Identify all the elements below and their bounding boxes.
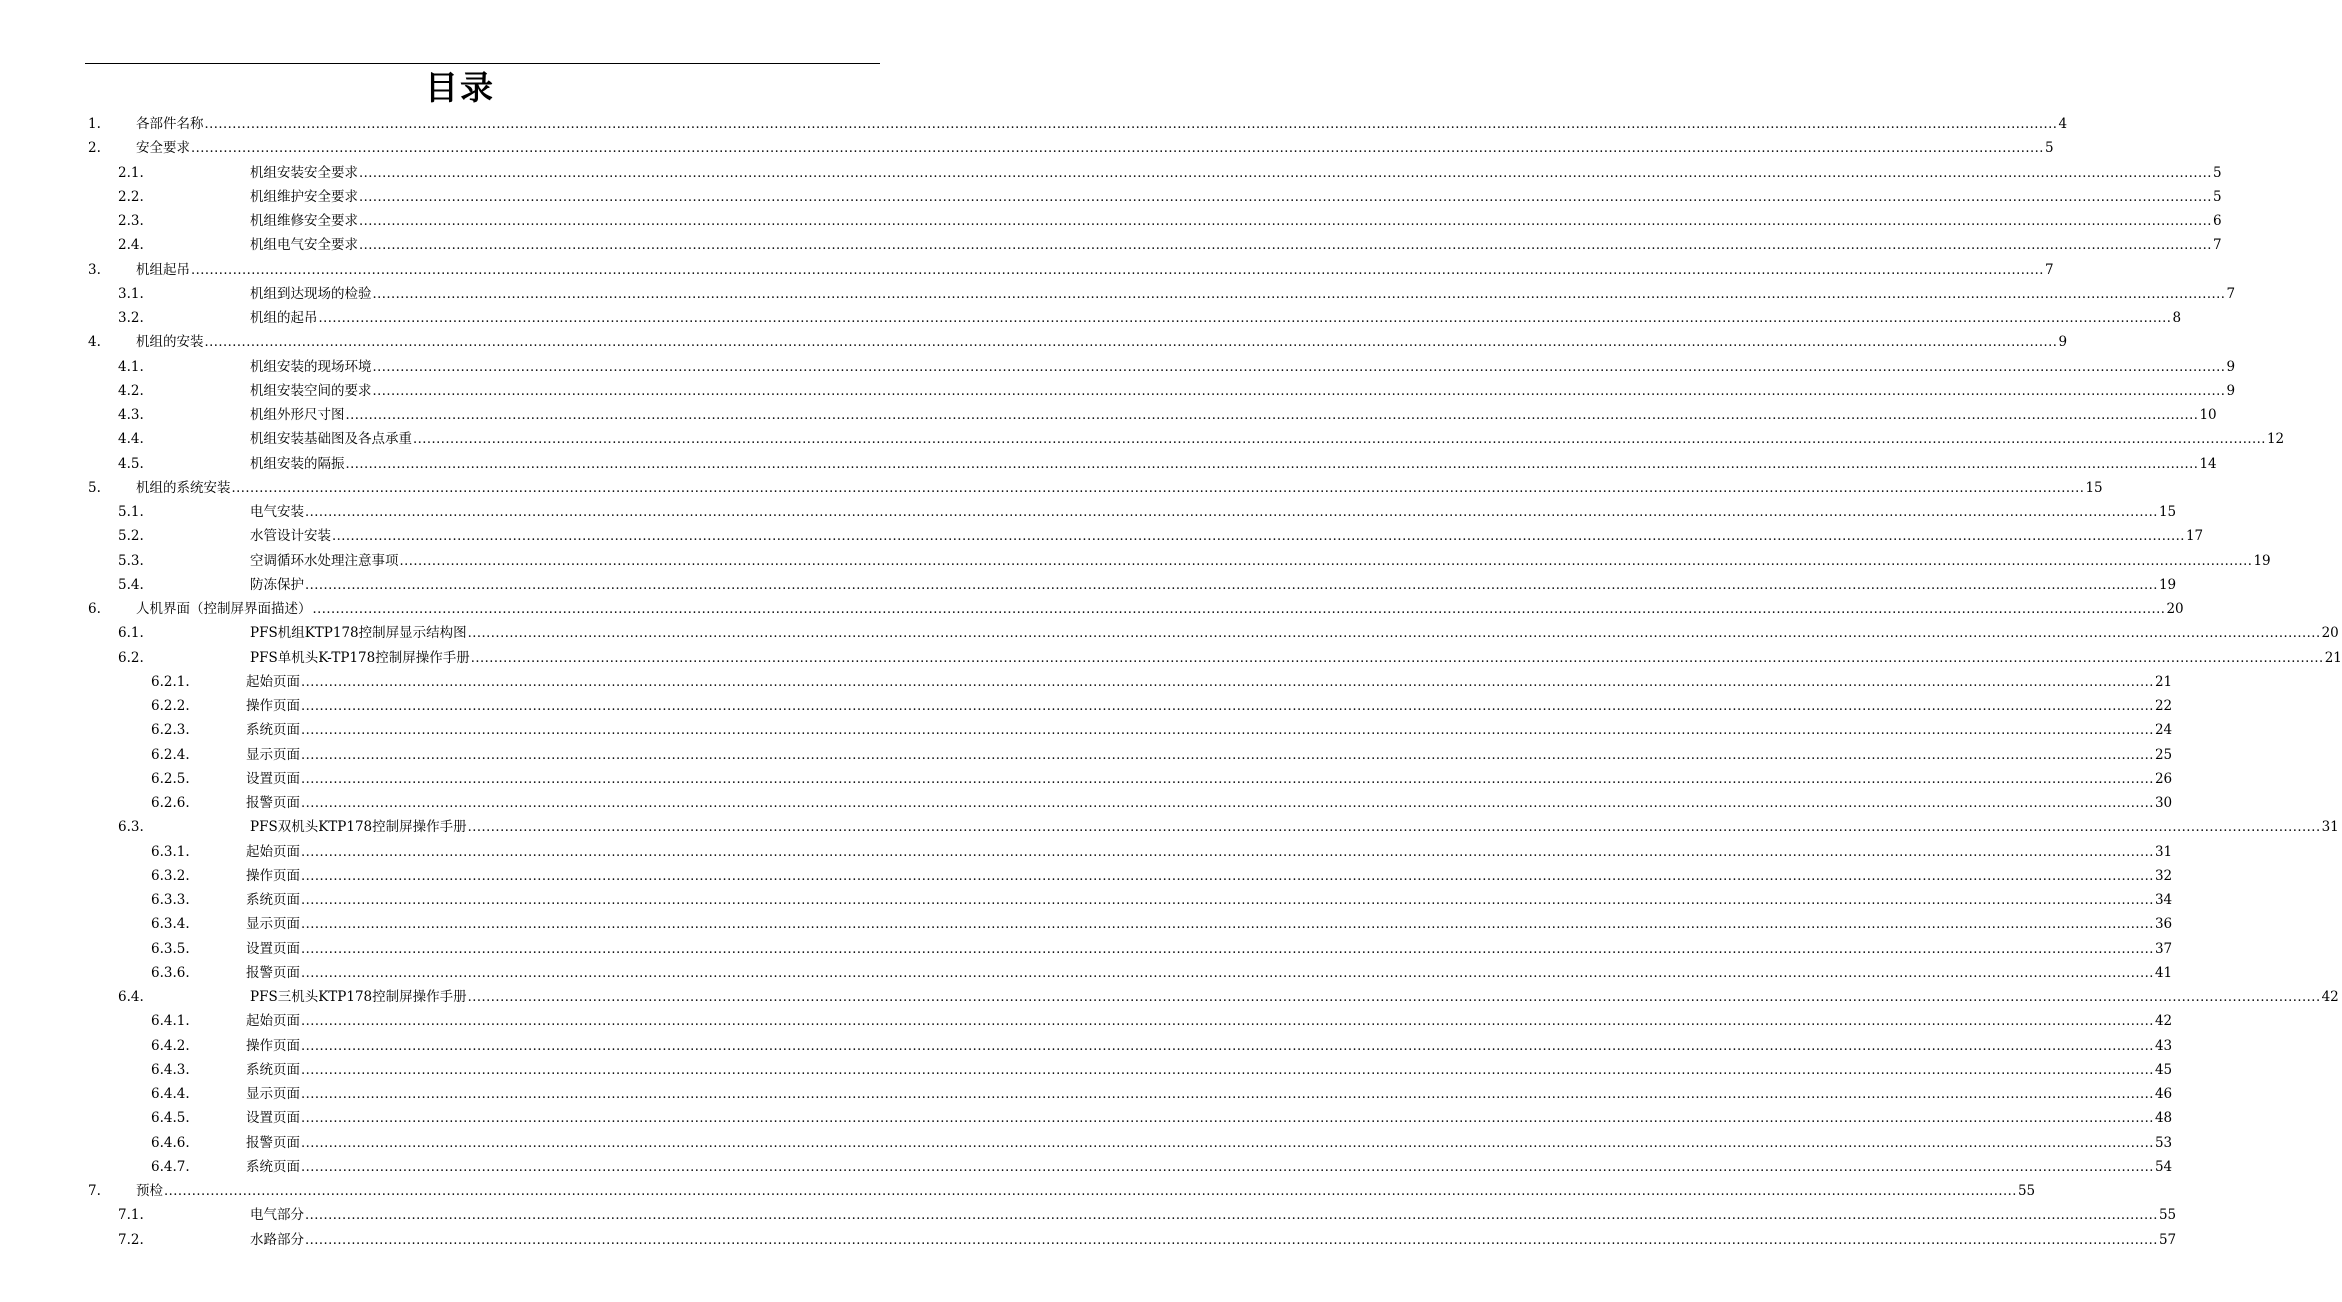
toc-entry-number: 4.2. xyxy=(118,382,144,399)
toc-entry-title: 机组安装空间的要求 xyxy=(250,382,372,399)
toc-entry-page: 25 xyxy=(2154,746,2173,763)
toc-entry-page: 53 xyxy=(2154,1134,2173,1151)
toc-entry-number: 6.3.6. xyxy=(151,964,190,981)
toc-entry[interactable] xyxy=(0,743,2173,767)
toc-entry-title: PFS单机头K-TP178控制屏操作手册 xyxy=(250,649,470,666)
dot-leader: ................................................................................................................................................................................................................................................................................................................................................................................................................ xyxy=(359,214,2212,229)
dot-leader: ................................................................................................................................................................................................................................................................................................................................................................................................................ xyxy=(231,480,2085,496)
dot-leader: ................................................................................................................................................................................................................................................................................................................................................................................................................ xyxy=(301,771,2154,787)
dot-leader: ................................................................................................................................................................................................................................................................................................................................................................................................................ xyxy=(301,723,2154,739)
toc-entry-number: 7.1. xyxy=(118,1207,144,1224)
toc-entry-title: 电气安装 xyxy=(250,504,304,520)
dot-leader: ................................................................................................................................................................................................................................................................................................................................................................................................................ xyxy=(301,796,2154,811)
toc-entry-title: 起始页面 xyxy=(246,673,300,690)
toc-entry-page: 14 xyxy=(2199,455,2217,472)
toc-entry-line xyxy=(250,817,2339,837)
dot-leader: ................................................................................................................................................................................................................................................................................................................................................................................................................ xyxy=(301,1159,2154,1175)
toc-entry-title: 设置页面 xyxy=(246,940,300,957)
toc-entry-number: 5.2. xyxy=(118,528,144,545)
dot-leader: ................................................................................................................................................................................................................................................................................................................................................................................................................ xyxy=(204,117,2058,132)
toc-entry-title: 报警页面 xyxy=(246,795,300,811)
toc-entry-number: 1. xyxy=(88,116,101,132)
dot-leader: ................................................................................................................................................................................................................................................................................................................................................................................................................ xyxy=(164,1184,2017,1199)
dot-leader: ................................................................................................................................................................................................................................................................................................................................................................................................................ xyxy=(467,820,2321,836)
toc-entry-line xyxy=(246,793,2173,813)
toc-entry-number: 6.3.5. xyxy=(151,940,190,957)
dot-leader: ................................................................................................................................................................................................................................................................................................................................................................................................................ xyxy=(301,699,2154,714)
dot-leader: ................................................................................................................................................................................................................................................................................................................................................................................................................ xyxy=(399,553,2253,569)
toc-entry-page: 34 xyxy=(2154,892,2173,908)
toc-entry-title: 水路部分 xyxy=(250,1231,304,1248)
toc-entry-page: 7 xyxy=(2226,285,2236,302)
toc-entry-title: 安全要求 xyxy=(136,140,190,157)
toc-entry-line xyxy=(250,987,2339,1007)
toc-entry[interactable] xyxy=(0,282,2236,306)
toc-entry-number: 6.3. xyxy=(118,819,144,836)
toc-entry[interactable] xyxy=(0,1179,2036,1203)
toc-entry[interactable] xyxy=(0,355,2236,379)
dot-leader: ................................................................................................................................................................................................................................................................................................................................................................................................................ xyxy=(345,456,2199,472)
toc-entry-page: 30 xyxy=(2154,795,2173,811)
toc-entry-number: 4.4. xyxy=(118,431,144,448)
dot-leader: ................................................................................................................................................................................................................................................................................................................................................................................................................ xyxy=(467,626,2321,642)
toc-entry-page: 10 xyxy=(2199,407,2217,423)
toc-entry-title: PFS三机头KTP178控制屏操作手册 xyxy=(250,989,467,1005)
toc-entry-line xyxy=(246,1060,2173,1080)
toc-entry-title: 系统页面 xyxy=(246,1158,300,1175)
toc-entry-page: 5 xyxy=(2212,188,2222,205)
dot-leader: ................................................................................................................................................................................................................................................................................................................................................................................................................ xyxy=(301,893,2154,908)
toc-entry-page: 41 xyxy=(2154,964,2173,981)
toc-entry-line xyxy=(136,1181,2036,1201)
toc-entry-number: 6.4.5. xyxy=(151,1110,190,1127)
toc-entry-title: 起始页面 xyxy=(246,1013,300,1030)
toc-entry-number: 7. xyxy=(88,1183,101,1199)
toc-entry[interactable] xyxy=(0,646,2342,670)
toc-entry-page: 57 xyxy=(2158,1231,2177,1248)
toc-entry-page: 43 xyxy=(2154,1037,2173,1054)
toc-entry-title: 机组的起吊 xyxy=(250,310,318,326)
toc-entry[interactable] xyxy=(0,500,2177,524)
toc-entry-line xyxy=(250,381,2236,401)
toc-entry-line xyxy=(250,357,2236,377)
dot-leader: ................................................................................................................................................................................................................................................................................................................................................................................................................ xyxy=(359,165,2212,181)
toc-entry-page: 31 xyxy=(2321,819,2339,836)
toc-entry-title: 预检 xyxy=(136,1183,163,1199)
toc-entry-line xyxy=(246,769,2173,789)
toc-entry-page: 12 xyxy=(2266,431,2285,448)
toc-entry-title: 机组维护安全要求 xyxy=(250,188,358,205)
toc-entry[interactable] xyxy=(0,379,2236,403)
toc-entry-title: 电气部分 xyxy=(250,1207,304,1224)
dot-leader: ................................................................................................................................................................................................................................................................................................................................................................................................................ xyxy=(301,1087,2154,1102)
toc-entry-line xyxy=(250,429,2285,449)
toc-entry[interactable] xyxy=(0,840,2173,864)
dot-leader: ................................................................................................................................................................................................................................................................................................................................................................................................................ xyxy=(305,505,2158,520)
toc-entry-number: 6.3.1. xyxy=(151,843,190,860)
toc-entry-number: 6.3.2. xyxy=(151,867,190,884)
toc-entry-line xyxy=(246,1036,2173,1056)
toc-entry-title: 机组安装基础图及各点承重 xyxy=(250,431,412,448)
toc-entry[interactable] xyxy=(0,985,2339,1009)
toc-entry-title: PFS双机头KTP178控制屏操作手册 xyxy=(250,819,467,836)
toc-entry-line xyxy=(246,1133,2173,1153)
toc-entry-number: 6.2.5. xyxy=(151,770,190,787)
toc-entry-title: 防冻保护 xyxy=(250,576,304,593)
toc-entry-line xyxy=(246,963,2173,983)
toc-entry[interactable] xyxy=(0,912,2173,936)
toc-entry[interactable] xyxy=(0,112,2068,136)
toc-entry[interactable] xyxy=(0,233,2222,257)
dot-leader: ................................................................................................................................................................................................................................................................................................................................................................................................................ xyxy=(372,286,2226,302)
toc-entry-number: 6.4. xyxy=(118,989,144,1005)
toc-entry-line xyxy=(250,502,2177,522)
dot-leader: ................................................................................................................................................................................................................................................................................................................................................................................................................ xyxy=(345,408,2199,423)
toc-entry-number: 2.3. xyxy=(118,213,144,229)
toc-entry-page: 36 xyxy=(2154,916,2173,933)
toc-entry-number: 6.4.1. xyxy=(151,1013,190,1030)
toc-entry-number: 2.1. xyxy=(118,164,144,181)
toc-entry-page: 22 xyxy=(2154,698,2173,714)
toc-entry-title: 显示页面 xyxy=(246,746,300,763)
toc-entry-line xyxy=(250,187,2222,207)
toc-entry[interactable] xyxy=(0,597,2184,621)
toc-entry-line xyxy=(246,939,2173,959)
toc-entry-page: 19 xyxy=(2253,552,2271,569)
toc-entry-line xyxy=(246,1157,2173,1177)
toc-entry-line xyxy=(246,696,2173,716)
toc-entry-number: 6.4.7. xyxy=(151,1158,190,1175)
toc-entry-title: 各部件名称 xyxy=(136,116,204,132)
toc-entry-number: 6.4.4. xyxy=(151,1086,190,1102)
toc-entry-page: 24 xyxy=(2154,722,2173,739)
toc-entry-line xyxy=(250,648,2342,668)
toc-entry-page: 55 xyxy=(2017,1183,2036,1199)
dot-leader: ................................................................................................................................................................................................................................................................................................................................................................................................................ xyxy=(470,650,2324,666)
toc-entry-number: 4.5. xyxy=(118,455,144,472)
toc-entry-title: 机组的安装 xyxy=(136,334,204,351)
toc-entry[interactable] xyxy=(0,185,2222,209)
dot-leader: ................................................................................................................................................................................................................................................................................................................................................................................................................ xyxy=(372,359,2226,375)
toc-entry-number: 3. xyxy=(88,261,101,278)
dot-leader: ................................................................................................................................................................................................................................................................................................................................................................................................................ xyxy=(305,1208,2158,1224)
toc-entry-number: 6.3.3. xyxy=(151,892,190,908)
dot-leader: ................................................................................................................................................................................................................................................................................................................................................................................................................ xyxy=(301,747,2154,763)
toc-entry-title: 操作页面 xyxy=(246,698,300,714)
dot-leader: ................................................................................................................................................................................................................................................................................................................................................................................................................ xyxy=(318,311,2172,326)
toc-entry-title: 机组的系统安装 xyxy=(136,479,231,496)
toc-entry-line xyxy=(246,1108,2173,1128)
toc-entry-page: 9 xyxy=(2226,382,2236,399)
toc-entry-title: 机组安装的现场环境 xyxy=(250,358,372,375)
toc-entry-line xyxy=(246,1084,2173,1104)
dot-leader: ................................................................................................................................................................................................................................................................................................................................................................................................................ xyxy=(413,432,2266,448)
toc-entry-page: 54 xyxy=(2154,1158,2173,1175)
toc-entry-number: 6.1. xyxy=(118,625,144,642)
toc-entry-title: 机组到达现场的检验 xyxy=(250,285,372,302)
toc-entry-number: 5.1. xyxy=(118,504,144,520)
toc-entry-number: 2.4. xyxy=(118,237,144,254)
toc-entry[interactable] xyxy=(0,403,2217,427)
toc-entry-number: 6.4.3. xyxy=(151,1061,190,1078)
toc-entry-line xyxy=(250,575,2177,595)
toc-entry[interactable] xyxy=(0,791,2173,815)
toc-entry-line xyxy=(250,211,2222,231)
toc-entry-title: 水管设计安装 xyxy=(250,528,331,545)
toc-entry-page: 17 xyxy=(2185,528,2204,545)
toc-entry-number: 3.1. xyxy=(118,285,144,302)
toc-entry-line xyxy=(136,599,2184,619)
toc-entry[interactable] xyxy=(0,1203,2177,1227)
toc-entry-number: 6.2. xyxy=(118,649,144,666)
dot-leader: ................................................................................................................................................................................................................................................................................................................................................................................................................ xyxy=(301,917,2154,933)
toc-entry[interactable] xyxy=(0,888,2173,912)
toc-entry[interactable] xyxy=(0,961,2173,985)
toc-entry-line xyxy=(246,745,2173,765)
toc-entry-title: 机组外形尺寸图 xyxy=(250,407,345,423)
toc-entry[interactable] xyxy=(0,476,2103,500)
toc-entry[interactable] xyxy=(0,452,2217,476)
toc-entry-line xyxy=(250,526,2204,546)
toc-entry-line xyxy=(246,720,2173,740)
toc-entry-page: 42 xyxy=(2321,989,2339,1005)
toc-entry[interactable] xyxy=(0,1131,2173,1155)
toc-entry[interactable] xyxy=(0,306,2182,330)
toc-entry-title: 机组安装的隔振 xyxy=(250,455,345,472)
dot-leader: ................................................................................................................................................................................................................................................................................................................................................................................................................ xyxy=(301,1111,2154,1127)
dot-leader: ................................................................................................................................................................................................................................................................................................................................................................................................................ xyxy=(301,844,2154,860)
toc-entry-page: 55 xyxy=(2158,1207,2177,1224)
dot-leader: ................................................................................................................................................................................................................................................................................................................................................................................................................ xyxy=(332,529,2185,545)
dot-leader: ................................................................................................................................................................................................................................................................................................................................................................................................................ xyxy=(301,965,2154,981)
toc-entry[interactable] xyxy=(0,937,2173,961)
toc-entry-title: 报警页面 xyxy=(246,964,300,981)
toc-entry-line xyxy=(246,842,2173,862)
toc-entry-page: 20 xyxy=(2166,601,2184,617)
toc-entry-number: 6.2.6. xyxy=(151,795,190,811)
toc-entry-page: 37 xyxy=(2154,940,2173,957)
toc-entry-title: 机组起吊 xyxy=(136,261,190,278)
toc-entry-title: 机组电气安全要求 xyxy=(250,237,358,254)
toc-entry-page: 20 xyxy=(2321,625,2339,642)
toc-entry-page: 19 xyxy=(2158,576,2177,593)
toc-entry-number: 6.2.2. xyxy=(151,698,190,714)
dot-leader: ................................................................................................................................................................................................................................................................................................................................................................................................................ xyxy=(359,189,2212,205)
toc-entry-page: 15 xyxy=(2085,479,2103,496)
toc-entry-title: 机组维修安全要求 xyxy=(250,213,358,229)
toc-entry-page: 21 xyxy=(2154,673,2173,690)
toc-entry-line xyxy=(136,478,2103,498)
toc-entry-number: 4.3. xyxy=(118,407,144,423)
toc-entry-line xyxy=(250,405,2217,425)
toc-entry-number: 2.2. xyxy=(118,188,144,205)
dot-leader: ................................................................................................................................................................................................................................................................................................................................................................................................................ xyxy=(301,1038,2154,1054)
toc-entry[interactable] xyxy=(0,524,2204,548)
dot-leader: ................................................................................................................................................................................................................................................................................................................................................................................................................ xyxy=(301,941,2154,957)
toc-entry-line xyxy=(246,672,2173,692)
dot-leader: ................................................................................................................................................................................................................................................................................................................................................................................................................ xyxy=(191,262,2044,278)
toc-entry-page: 5 xyxy=(2044,140,2054,157)
toc-entry-number: 2. xyxy=(88,140,101,157)
toc-entry[interactable] xyxy=(0,767,2173,791)
page-title: 目录 xyxy=(425,68,495,107)
toc-entry-number: 6.4.6. xyxy=(151,1134,190,1151)
toc-entry-line xyxy=(246,890,2173,910)
toc-entry[interactable] xyxy=(0,161,2222,185)
toc-entry[interactable] xyxy=(0,427,2285,451)
toc-entry-number: 5.4. xyxy=(118,576,144,593)
toc-entry-page: 48 xyxy=(2154,1110,2173,1127)
toc-entry-page: 45 xyxy=(2154,1061,2173,1078)
toc-entry[interactable] xyxy=(0,718,2173,742)
toc-entry-number: 6. xyxy=(88,601,101,617)
toc-entry-page: 8 xyxy=(2172,310,2182,326)
toc-entry[interactable] xyxy=(0,549,2271,573)
toc-entry-title: 设置页面 xyxy=(246,1110,300,1127)
dot-leader: ................................................................................................................................................................................................................................................................................................................................................................................................................ xyxy=(301,1014,2154,1030)
toc-entry-title: 系统页面 xyxy=(246,892,300,908)
toc-entry-line xyxy=(246,866,2173,886)
toc-entry-title: 起始页面 xyxy=(246,843,300,860)
toc-entry-line xyxy=(250,284,2236,304)
toc-entry-page: 7 xyxy=(2044,261,2054,278)
toc-entry-number: 6.2.3. xyxy=(151,722,190,739)
toc-entry-line xyxy=(250,308,2182,328)
toc-entry-line xyxy=(250,163,2222,183)
toc-entry[interactable] xyxy=(0,258,2054,282)
toc-entry-number: 5. xyxy=(88,479,101,496)
toc-entry-title: 报警页面 xyxy=(246,1134,300,1151)
toc-entry[interactable] xyxy=(0,621,2339,645)
toc-entry[interactable] xyxy=(0,209,2222,233)
toc-entry-title: PFS机组KTP178控制屏显示结构图 xyxy=(250,625,467,642)
dot-leader: ................................................................................................................................................................................................................................................................................................................................................................................................................ xyxy=(359,238,2212,254)
toc-entry-title: 操作页面 xyxy=(246,1037,300,1054)
toc-entry-number: 5.3. xyxy=(118,552,144,569)
toc-entry[interactable] xyxy=(0,864,2173,888)
dot-leader: ................................................................................................................................................................................................................................................................................................................................................................................................................ xyxy=(305,1232,2158,1248)
toc-entry-page: 46 xyxy=(2154,1086,2173,1102)
toc-entry-page: 15 xyxy=(2158,504,2177,520)
toc-entry-page: 31 xyxy=(2154,843,2173,860)
toc-entry-line xyxy=(250,454,2217,474)
toc-entry[interactable] xyxy=(0,694,2173,718)
toc-entry[interactable] xyxy=(0,1155,2173,1179)
dot-leader: ................................................................................................................................................................................................................................................................................................................................................................................................................ xyxy=(305,577,2158,593)
toc-entry-number: 3.2. xyxy=(118,310,144,326)
toc-entry-line xyxy=(250,1230,2177,1250)
toc-entry-number: 4.1. xyxy=(118,358,144,375)
toc-entry[interactable] xyxy=(0,815,2339,839)
toc-entry[interactable] xyxy=(0,1034,2173,1058)
toc-entry-page: 21 xyxy=(2324,649,2342,666)
dot-leader: ................................................................................................................................................................................................................................................................................................................................................................................................................ xyxy=(312,602,2166,617)
toc-entry[interactable] xyxy=(0,670,2173,694)
toc-entry-page: 6 xyxy=(2212,213,2222,229)
toc-entry[interactable] xyxy=(0,330,2068,354)
toc-entry-page: 26 xyxy=(2154,770,2173,787)
toc-entry-page: 5 xyxy=(2212,164,2222,181)
dot-leader: ................................................................................................................................................................................................................................................................................................................................................................................................................ xyxy=(191,141,2044,157)
toc-entry-line xyxy=(250,235,2222,255)
toc-entry-page: 42 xyxy=(2154,1013,2173,1030)
toc-entry-number: 6.3.4. xyxy=(151,916,190,933)
toc-entry-title: 空调循环水处理注意事项 xyxy=(250,552,399,569)
toc-entry-title: 机组安装安全要求 xyxy=(250,164,358,181)
toc-entry[interactable] xyxy=(0,1082,2173,1106)
toc-entry-line xyxy=(136,332,2068,352)
toc-entry-title: 显示页面 xyxy=(246,1086,300,1102)
toc-entry-page: 4 xyxy=(2058,116,2068,132)
dot-leader: ................................................................................................................................................................................................................................................................................................................................................................................................................ xyxy=(204,335,2058,351)
toc-entry-line xyxy=(250,551,2271,571)
toc-entry-line xyxy=(136,260,2054,280)
toc-entry-title: 系统页面 xyxy=(246,722,300,739)
toc-entry-number: 7.2. xyxy=(118,1231,144,1248)
toc-entry-page: 32 xyxy=(2154,867,2173,884)
dot-leader: ................................................................................................................................................................................................................................................................................................................................................................................................................ xyxy=(467,990,2321,1005)
dot-leader: ................................................................................................................................................................................................................................................................................................................................................................................................................ xyxy=(301,1062,2154,1078)
toc-entry-number: 6.4.2. xyxy=(151,1037,190,1054)
toc-entry-title: 操作页面 xyxy=(246,867,300,884)
toc-entry-page: 7 xyxy=(2212,237,2222,254)
dot-leader: ................................................................................................................................................................................................................................................................................................................................................................................................................ xyxy=(301,868,2154,884)
toc-entry-line xyxy=(136,138,2054,158)
toc-entry-title: 设置页面 xyxy=(246,770,300,787)
toc-entry-number: 6.2.4. xyxy=(151,746,190,763)
toc-entry-title: 系统页面 xyxy=(246,1061,300,1078)
toc-entry-page: 9 xyxy=(2058,334,2068,351)
toc-entry[interactable] xyxy=(0,573,2177,597)
toc-entry-page: 9 xyxy=(2226,358,2236,375)
toc-entry-line xyxy=(136,114,2068,134)
toc-entry[interactable] xyxy=(0,1058,2173,1082)
toc-entry-line xyxy=(250,1205,2177,1225)
dot-leader: ................................................................................................................................................................................................................................................................................................................................................................................................................ xyxy=(301,674,2154,690)
toc-entry[interactable] xyxy=(0,1228,2177,1252)
toc-entry-line xyxy=(246,1011,2173,1031)
toc-entry-title: 人机界面（控制屏界面描述） xyxy=(136,601,312,617)
toc-entry-title: 显示页面 xyxy=(246,916,300,933)
toc-entry-line xyxy=(250,623,2339,643)
dot-leader: ................................................................................................................................................................................................................................................................................................................................................................................................................ xyxy=(372,383,2226,399)
toc-entry-number: 6.2.1. xyxy=(151,673,190,690)
toc-entry-line xyxy=(246,914,2173,934)
toc-entry[interactable] xyxy=(0,1009,2173,1033)
toc-entry[interactable] xyxy=(0,136,2054,160)
toc-entry[interactable] xyxy=(0,1106,2173,1130)
dot-leader: ................................................................................................................................................................................................................................................................................................................................................................................................................ xyxy=(301,1135,2154,1151)
toc-entry-number: 4. xyxy=(88,334,101,351)
